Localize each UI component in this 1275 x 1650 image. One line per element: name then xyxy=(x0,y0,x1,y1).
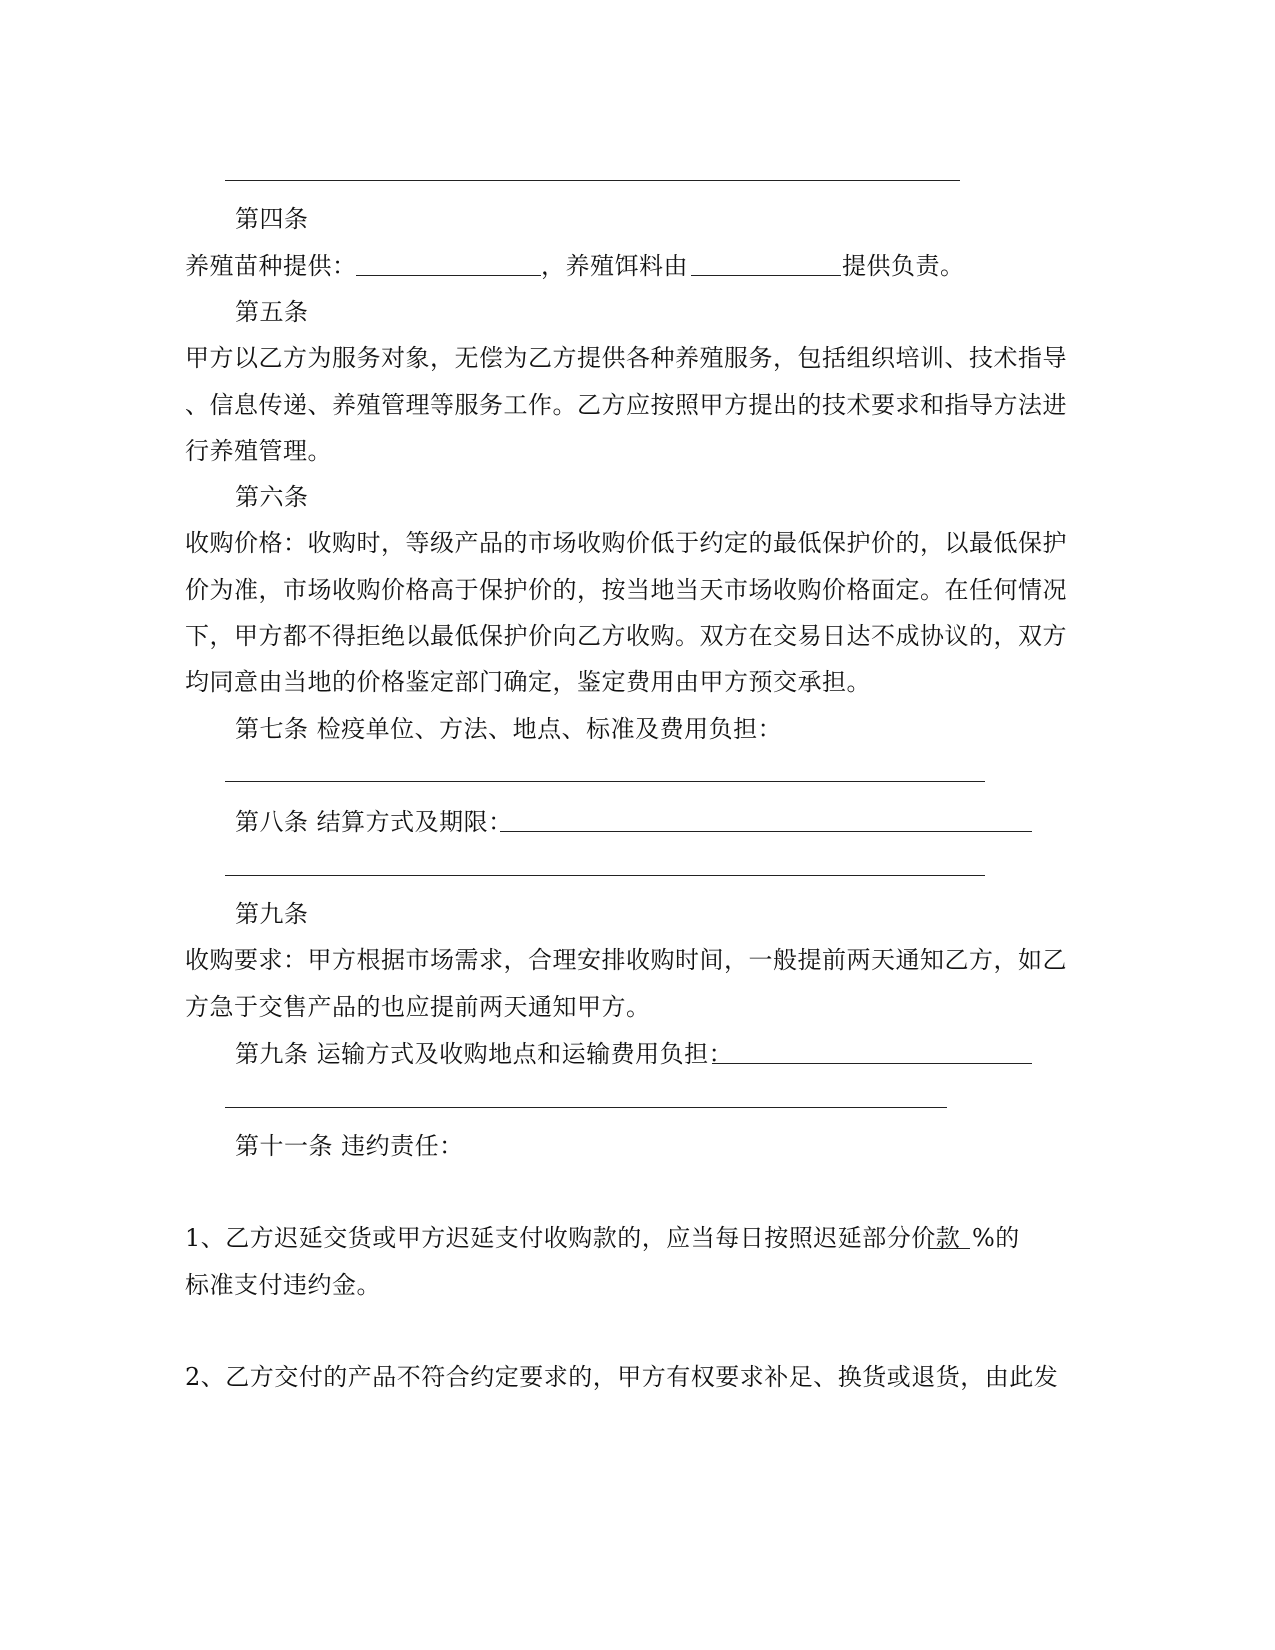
blank-line xyxy=(225,781,985,782)
blank-line xyxy=(928,1248,970,1249)
article-9-line: 收购要求：甲方根据市场需求，合理安排收购时间，一般提前两天通知乙方，如乙 xyxy=(185,946,1067,974)
article-9b-text: 第九条 运输方式及收购地点和运输费用负担： xyxy=(235,1040,734,1068)
blank-line xyxy=(500,831,1032,832)
article-5-heading: 第五条 xyxy=(235,298,309,326)
article-6-line: 均同意由当地的价格鉴定部门确定，鉴定费用由甲方预交承担。 xyxy=(185,668,871,696)
article-11-item-1-line2: 标准支付违约金。 xyxy=(185,1271,381,1299)
blank-line xyxy=(225,1107,947,1108)
article-11-item-1: 1、乙方迟延交货或甲方迟延支付收购款的，应当每日按照迟延部分价款 xyxy=(185,1224,961,1252)
article-9-line: 方急于交售产品的也应提前两天通知甲方。 xyxy=(185,993,651,1021)
blank-line xyxy=(691,275,841,276)
article-5-line: 、信息传递、养殖管理等服务工作。乙方应按照甲方提出的技术要求和指导方法进 xyxy=(185,391,1067,419)
article-4-text-a: 养殖苗种提供： xyxy=(185,252,357,280)
blank-line xyxy=(356,275,541,276)
blank-line xyxy=(712,1063,1032,1064)
article-6-line: 下，甲方都不得拒绝以最低保护价向乙方收购。双方在交易日达不成协议的，双方 xyxy=(185,622,1067,650)
article-7-text: 第七条 检疫单位、方法、地点、标准及费用负担： xyxy=(235,715,783,743)
article-5-line: 行养殖管理。 xyxy=(185,437,332,465)
article-6-heading: 第六条 xyxy=(235,483,309,511)
article-5-line: 甲方以乙方为服务对象，无偿为乙方提供各种养殖服务，包括组织培训、技术指导 xyxy=(185,344,1067,372)
article-4-text-b: ，养殖饵料由 xyxy=(541,252,688,280)
article-4-heading: 第四条 xyxy=(235,205,309,233)
article-6-line: 价为准，市场收购价格高于保护价的，按当地当天市场收购价格面定。在任何情况 xyxy=(185,576,1067,604)
article-8-text: 第八条 结算方式及期限： xyxy=(235,808,513,836)
article-11-item-2: 2、乙方交付的产品不符合约定要求的，甲方有权要求补足、换货或退货，由此发 xyxy=(185,1363,1059,1391)
article-4-text-c: 提供负责。 xyxy=(842,252,965,280)
article-9-heading: 第九条 xyxy=(235,900,309,928)
article-6-line: 收购价格：收购时，等级产品的市场收购价低于约定的最低保护价的，以最低保护 xyxy=(185,529,1067,557)
blank-line xyxy=(225,875,985,876)
article-11-heading: 第十一条 违约责任： xyxy=(235,1132,464,1160)
article-11-item-1-suffix: %的 xyxy=(972,1224,1020,1252)
blank-line xyxy=(225,180,960,181)
